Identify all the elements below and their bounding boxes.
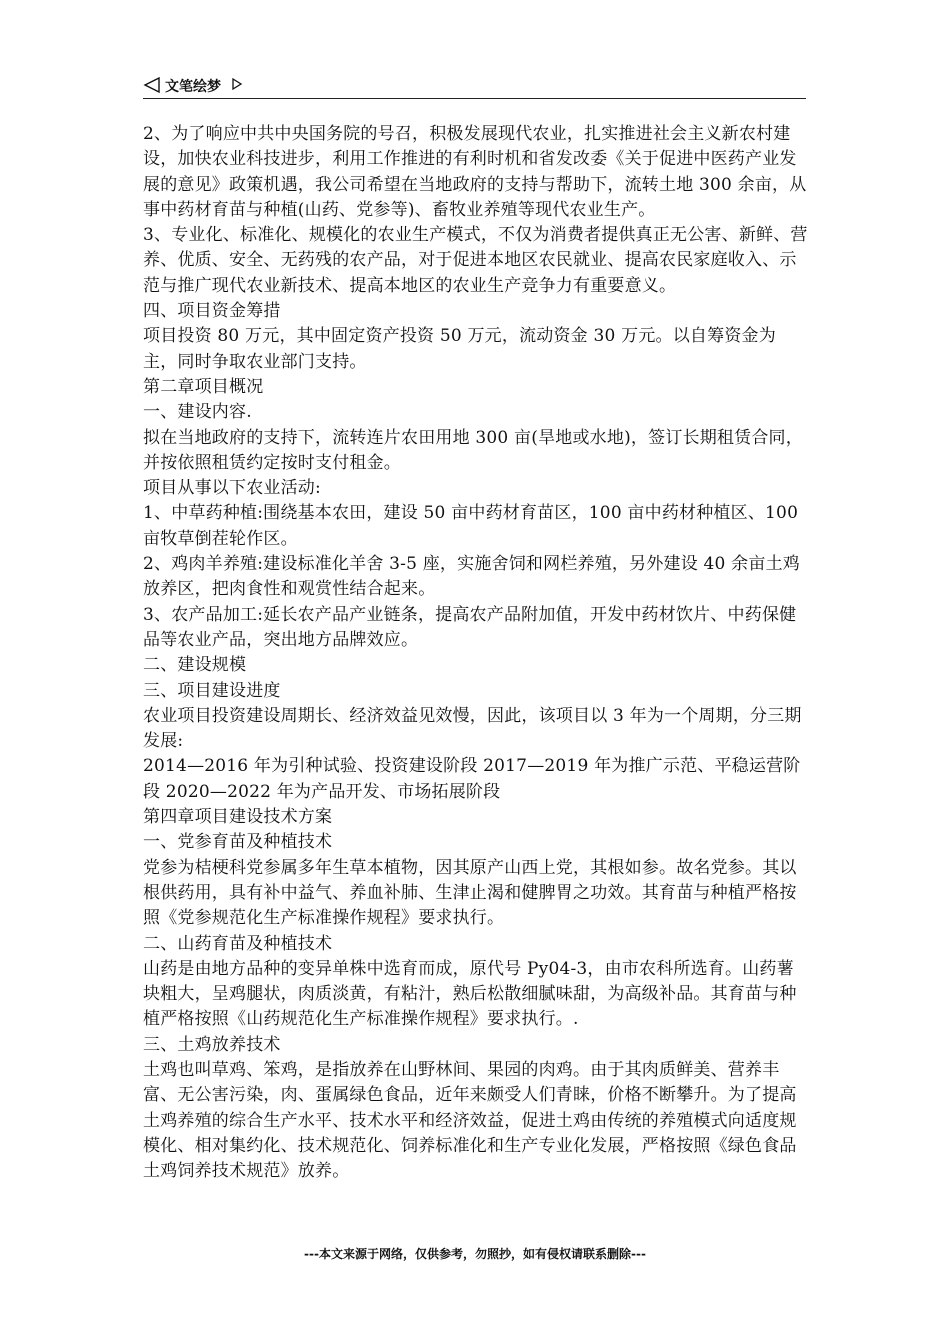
header-title: 文笔绘梦: [165, 79, 221, 95]
paragraph: 项目从事以下农业活动:: [143, 478, 321, 499]
triangle-left-icon: [143, 76, 161, 94]
section-heading: 三、土鸡放养技术: [143, 1034, 281, 1055]
section-heading: 一、建设内容.: [143, 402, 252, 423]
paragraph: 拟在当地政府的支持下，流转连片农田用地 300 亩(旱地或水地)，签订长期租赁合同，并按依照租赁约定按时支付租金。: [143, 427, 803, 473]
page-footer: ---本文来源于网络，仅供参考，勿照抄，如有侵权请联系删除---: [304, 1247, 646, 1261]
section-heading: 一、党参育苗及种植技术: [143, 832, 333, 853]
paragraph: 土鸡也叫草鸡、笨鸡，是指放养在山野林间、果园的肉鸡。由于其肉质鲜美、营养丰富、无公害污染，肉、蛋属绿色食品，近年来颇受人们青睐，价格不断攀升。为了提高土鸡养殖的综合生产水平、技术水平和经济效益，促进土鸡由传统的养殖模式向适度规模化、相对集约化、技术规范化、饲养标准化和生产专业化发展，严格按照《绿色食品土鸡饲养技术规范》放养。: [143, 1059, 797, 1182]
section-heading: 四、项目资金筹措: [143, 301, 281, 322]
paragraph: 3、农产品加工:延长农产品产业链条，提高农产品附加值，开发中药材饮片、中药保健品等农业产品，突出地方品牌效应。: [143, 604, 797, 650]
section-heading: 三、项目建设进度: [143, 680, 281, 701]
paragraph: 1、中草药种植:围绕基本农田，建设 50 亩中药材育苗区，100 亩中药材种植区、100 亩牧草倒茬轮作区。: [143, 503, 799, 549]
paragraph: 3、专业化、标准化、规模化的农业生产模式，不仅为消费者提供真正无公害、新鲜、营养、优质、安全、无药残的农产品，对于促进本地区农民就业、提高农民家庭收入、示范与推广现代农业新技术、提高本地区的农业生产竞争力有重要意义。: [143, 225, 808, 296]
paragraph: 山药是由地方品种的变异单株中选育而成，原代号 Py04-3，由市农科所选育。山药薯块粗大，呈鸡腿状，肉质淡黄，有粘汁，熟后松散细腻味甜，为高级补品。其育苗与种植严格按照《山药规范化生产标准操作规程》要求执行。.: [143, 958, 797, 1030]
paragraph: 2、为了响应中共中央国务院的号召，积极发展现代农业，扎实推进社会主义新农村建设，加快农业科技进步，利用工作推进的有利时机和省发改委《关于促进中医药产业发展的意见》政策机遇，我公司希望在当地政府的支持与帮助下，流转土地 300 余亩，从事中药材育苗与种植(山药、党参等)、畜牧业养殖等现代农业生产。: [143, 124, 807, 220]
paragraph: 2、鸡肉羊养殖:建设标准化羊舍 3-5 座，实施舍饲和网栏养殖，另外建设 40 余亩土鸡放养区，把肉食性和观赏性结合起来。: [143, 554, 800, 600]
section-heading: 二、建设规模: [143, 655, 247, 676]
chapter-heading: 第二章项目概况: [143, 376, 264, 397]
document-body: [143, 122, 809, 1184]
paragraph: 项目投资 80 万元，其中固定资产投资 50 万元，流动资金 30 万元。以自筹资金为主，同时争取农业部门支持。: [143, 326, 776, 372]
paragraph: 党参为桔梗科党参属多年生草本植物，因其原产山西上党，其根如参。故名党参。其以根供药用，具有补中益气、养血补肺、生津止渴和健脾胃之功效。其育苗与种植严格按照《党参规范化生产标准操作规程》要求执行。: [143, 857, 797, 929]
triangle-right-icon: [231, 77, 243, 91]
page-header: [143, 74, 806, 99]
section-heading: 二、山药育苗及种植技术: [143, 933, 333, 954]
chapter-heading: 第四章项目建设技术方案: [143, 807, 333, 828]
paragraph: 2014—2016 年为引种试验、投资建设阶段 2017—2019 年为推广示范、平稳运营阶段 2020—2022 年为产品开发、市场拓展阶段: [143, 756, 801, 802]
paragraph: 农业项目投资建设周期长、经济效益见效慢，因此，该项目以 3 年为一个周期，分三期发展:: [143, 705, 802, 752]
